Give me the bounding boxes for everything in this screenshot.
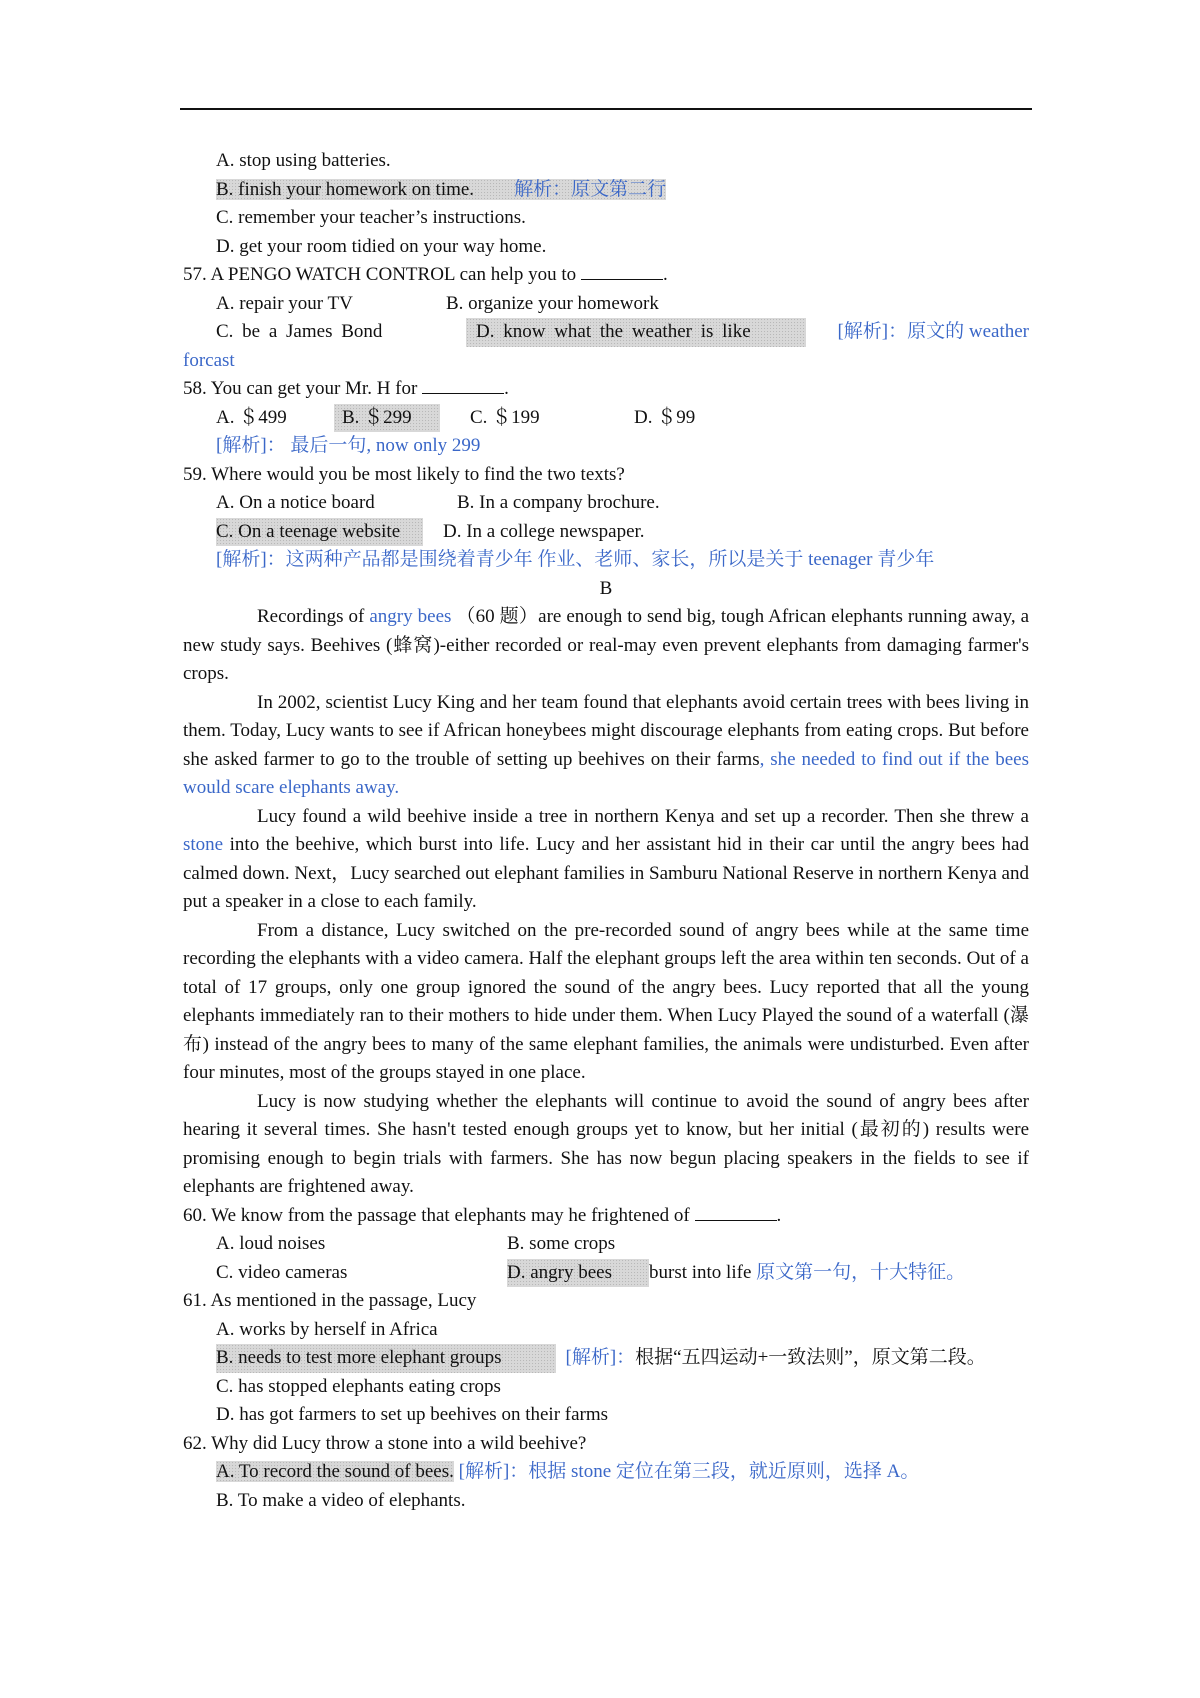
- q61-option-d: D. has got farmers to set up beehives on their farms: [216, 1404, 609, 1425]
- q58-stem: 58. You can get your Mr. H for: [183, 378, 418, 399]
- passage-paragraph-4: From a distance, Lucy switched on the pre-recorded sound of angry bees while at the same time recording the elephants with a video camera. Half the elephant groups left the area within ten seconds. Out of a total of 17 groups, only one group ignored the sound of the angry bees. Lucy reported that all the young elephants immediately ran to their mothers to hide under them. When Lucy Played the sound of a waterfall (瀑布) instead of the angry bees to many of the same elephant families, the animals were undisturbed. Even after four minutes, most of the groups stayed in one place.: [183, 919, 1029, 1083]
- q57-stem-row: 57. A PENGO WATCH CONTROL can help you to .: [183, 261, 1029, 290]
- q56-note: 解析：原文第二行: [514, 178, 667, 200]
- passage-paragraph-5: Lucy is now studying whether the elephants will continue to avoid the sound of angry bees after hearing it several times. She hasn't tested enough groups yet to know, but her initial (最初的) results were promising enough to begin trials with farmers. She has now begun placing speakers in the fields to see if elephants are frightened away.: [183, 1090, 1029, 1197]
- stone-highlight: stone: [183, 834, 224, 855]
- q57-note-cont: forcast: [183, 349, 235, 371]
- q60-option-d-after: burst into life: [649, 1261, 752, 1283]
- q58-option-a: A. ＄499: [216, 406, 287, 428]
- section-b-heading: B: [599, 577, 613, 599]
- q61-option-b: B. needs to test more elephant groups: [216, 1344, 556, 1373]
- q59-options-cd: [183, 518, 1029, 547]
- q60-stem: 60. We know from the passage that elephants may he frightened of: [183, 1204, 690, 1226]
- q57-note: [解析]：原文的 weather: [837, 321, 1029, 342]
- q60-option-d: D. angry bees: [507, 1259, 649, 1288]
- header-rule: [180, 108, 1032, 110]
- q56-option-b: B. finish your homework on time.: [216, 178, 475, 200]
- passage-paragraph-3: Lucy found a wild beehive inside a tree in northern Kenya and set up a recorder. Then she threw a stone into the beehive, which burst into life. Lucy and her assistant hid in their car until the angry bees had calmed down. Next，Lucy searched out elephant families in Samburu National Reserve in northern Kenya and put a speaker in a close to each family.: [183, 805, 1029, 912]
- q59-option-b: B. In a company brochure.: [457, 492, 660, 513]
- q61-note-text: 根据“五四运动+一致法则”，原文第二段。: [635, 1347, 986, 1368]
- q56-option-a: A. stop using batteries.: [216, 150, 391, 171]
- q59-option-c: C. On a teenage website: [216, 518, 423, 547]
- q58-option-d: D. ＄99: [634, 406, 696, 428]
- q56-option-c: C. remember your teacher’s instructions.: [216, 207, 526, 228]
- q60-stem-row: 60. We know from the passage that elephants may he frightened of .: [183, 1202, 1029, 1231]
- q60-blank: [695, 1202, 777, 1221]
- q59-option-d: D. In a college newspaper.: [443, 520, 645, 542]
- q59-options-ab: [183, 489, 1029, 518]
- q62-stem: 62. Why did Lucy throw a stone into a wild beehive?: [183, 1432, 587, 1454]
- q58-option-b: B. ＄299: [334, 404, 440, 433]
- q57-options-cd: [183, 318, 1029, 347]
- passage-paragraph-2: In 2002, scientist Lucy King and her team found that elephants avoid certain trees with bees living in them. Today, Lucy wants to see if African honeybees might discourage elephants from eating crops. But before she asked farmer to go to the trouble of setting up beehives on their farms, she needed to find out if the bees would scare elephants away.: [183, 691, 1029, 798]
- q62-option-a: A. To record the sound of bees.: [216, 1461, 454, 1482]
- q58-blank: [422, 375, 504, 394]
- q61-option-a: A. works by herself in Africa: [216, 1318, 438, 1340]
- q61-note-label: [解析]：: [565, 1347, 636, 1368]
- q57-option-b: B. organize your homework: [446, 292, 659, 314]
- passage-paragraph-1: Recordings of angry bees （60 题）are enough to send big, tough African elephants running away, a new study says. Beehives (蜂窝)-either recorded or real-may even prevent elephants from damaging farmer's crops.: [183, 606, 1030, 684]
- q62-option-a-row: [183, 1458, 1029, 1487]
- q60-options-ab: [183, 1230, 1029, 1259]
- q57-stem: 57. A PENGO WATCH CONTROL can help you to: [183, 264, 577, 285]
- q62-option-b: B. To make a video of elephants.: [216, 1489, 466, 1511]
- q58-note: [解析]： 最后一句, now only 299: [216, 435, 481, 456]
- q56-option-d: D. get your room tidied on your way home.: [216, 235, 547, 257]
- q58-options: [183, 404, 1029, 433]
- q57-blank: [581, 261, 663, 280]
- q60-option-c: C. video cameras: [216, 1261, 348, 1283]
- q61-option-b-row: [183, 1344, 1029, 1373]
- q60-note: 原文第一句，十大特征。: [756, 1261, 966, 1283]
- q62-note: [解析]：根据 stone 定位在第三段，就近原则，选择 A。: [458, 1461, 920, 1482]
- q60-options-cd: [183, 1259, 1029, 1288]
- angry-bees-highlight: angry bees: [369, 606, 452, 627]
- scare-elephants-highlight: , she needed to find out if the bees would scare elephants away.: [183, 748, 1029, 798]
- q60-option-a: A. loud noises: [216, 1233, 326, 1254]
- q61-option-c: C. has stopped elephants eating crops: [216, 1375, 501, 1397]
- q57-options-ab: [183, 290, 1029, 319]
- q59-note: [解析]：这两种产品都是围绕着青少年 作业、老师、家长，所以是关于 teenager 青少年: [216, 549, 935, 570]
- q57-option-c: C. be a James Bond: [216, 321, 383, 342]
- q56-option-b-row: [183, 176, 1029, 205]
- q59-stem: 59. Where would you be most likely to find the two texts?: [183, 463, 625, 485]
- q60-option-b: B. some crops: [507, 1233, 616, 1254]
- q59-option-a: A. On a notice board: [216, 492, 375, 513]
- q61-stem: 61. As mentioned in the passage, Lucy: [183, 1290, 477, 1311]
- document-body: [183, 147, 1029, 1515]
- q57-option-a: A. repair your TV: [216, 292, 353, 314]
- q58-stem-row: 58. You can get your Mr. H for .: [183, 375, 1029, 404]
- q58-option-c: C. ＄199: [470, 406, 540, 428]
- q57-option-d: D. know what the weather is like: [466, 318, 806, 347]
